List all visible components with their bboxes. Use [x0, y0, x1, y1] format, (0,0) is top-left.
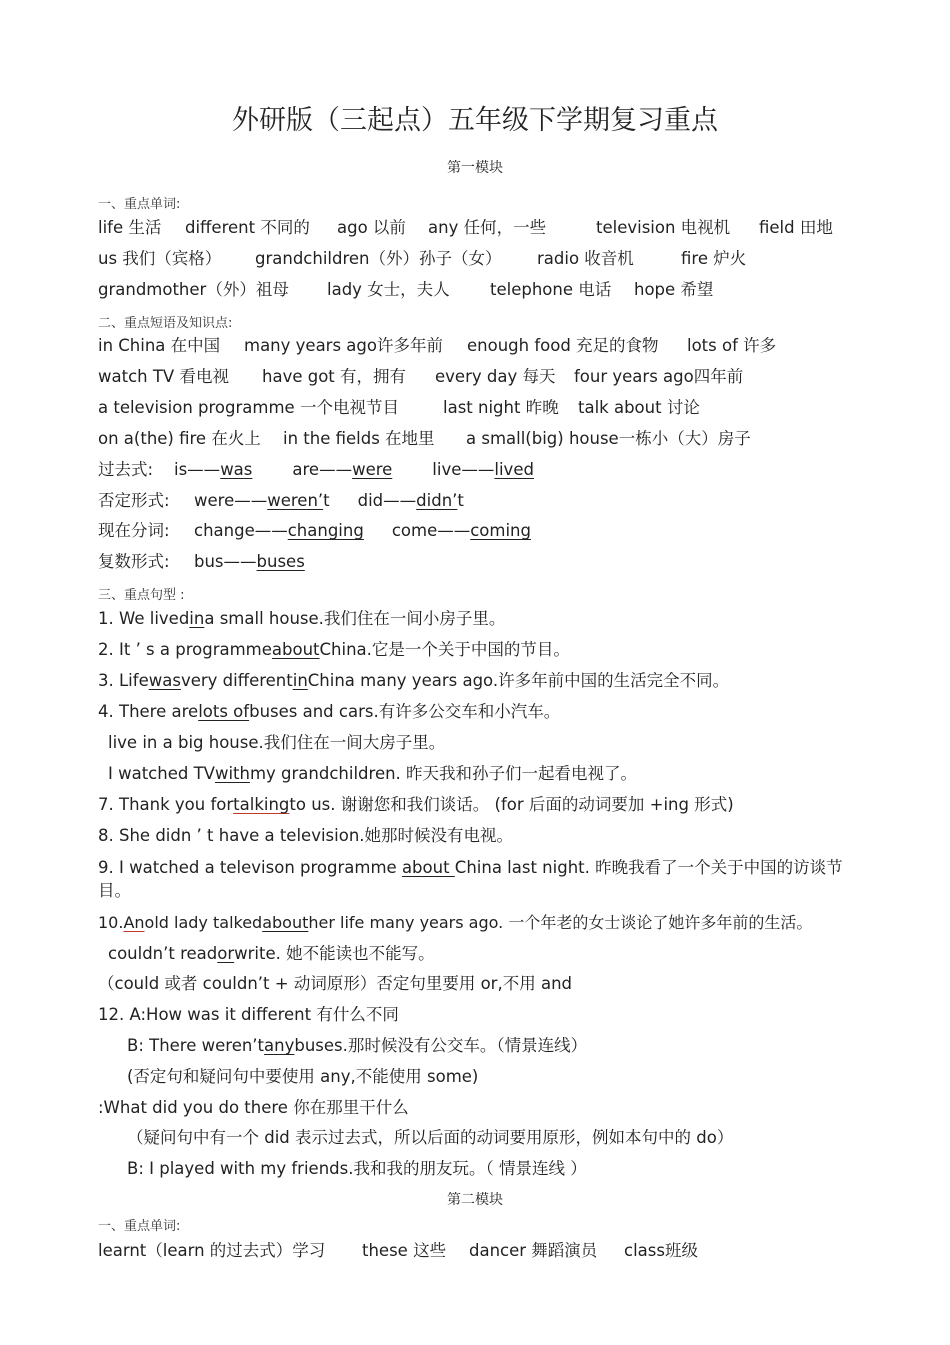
form-answer: didn’ [416, 491, 458, 510]
phrase-item: every day 每天 [435, 367, 556, 386]
negative-form-row [98, 490, 464, 512]
underlined-word: lots of [198, 702, 250, 721]
phrase-item: have got 有，拥有 [262, 367, 407, 386]
word-row-3 [98, 279, 713, 301]
phrase-row-4 [98, 428, 751, 450]
phrase-item: four years ago四年前 [574, 367, 744, 386]
negative-form-label: 否定形式: [98, 491, 170, 510]
underlined-word: talking [233, 795, 290, 814]
sentence-text: couldn’t read [108, 944, 218, 963]
phrase-item: talk about 讨论 [578, 398, 700, 417]
sentence-11 [108, 943, 435, 965]
word-item: fire 炉火 [681, 249, 747, 268]
sentence-text: China many years ago.许多年前中国的生活完全不同。 [307, 671, 730, 690]
sentence-1 [98, 608, 505, 630]
form-base: are—— [292, 460, 353, 479]
phrase-item: last night 昨晚 [443, 398, 559, 417]
present-participle-row [98, 520, 531, 542]
phrase-item: lots of 许多 [687, 336, 777, 355]
sentence-12-question: 12. A:How was it different 有什么不同 [98, 1005, 399, 1024]
phrase-item: on a(the) fire 在火上 [98, 429, 261, 448]
sentence-text: old lady talked [144, 913, 263, 932]
plural-form-row [98, 551, 305, 573]
underlined-word: about [271, 640, 320, 659]
sentence-text: buses and cars.有许多公交车和小汽车。 [249, 702, 561, 721]
sentence-13-answer: B: I played with my friends.我和我的朋友玩。（ 情景连线 ） [127, 1159, 587, 1178]
sentence-9 [98, 856, 848, 902]
sentence-12-answer [127, 1035, 587, 1057]
phrase-item: in the fields 在地里 [283, 429, 435, 448]
past-tense-label: 过去式: [98, 460, 154, 479]
form-answer: was [220, 460, 253, 479]
sentence-10 [98, 912, 812, 934]
sentence-6 [108, 763, 637, 785]
sentence-text: China.它是一个关于中国的节目。 [319, 640, 570, 659]
word-item: class班级 [624, 1241, 698, 1260]
phrase-item: a television programme 一个电视节目 [98, 398, 399, 417]
phrase-item: enough food 充足的食物 [467, 336, 659, 355]
sentence-13-question: :What did you do there 你在那里干什么 [98, 1098, 409, 1117]
word-item: telephone 电话 [490, 280, 612, 299]
underlined-word: with [214, 764, 250, 783]
word-item: grandchildren（外）孙子（女） [255, 249, 502, 268]
phrases-heading: 二、重点短语及知识点: [98, 316, 233, 331]
word-item: different 不同的 [185, 218, 310, 237]
form-base: were—— [194, 491, 268, 510]
word-row-2 [98, 248, 746, 270]
form-answer: changing [287, 521, 364, 540]
words-heading: 一、重点单词: [98, 197, 181, 212]
form-answer: coming [470, 521, 531, 540]
sentence-text: B: There weren’t [127, 1036, 265, 1055]
sentences-heading: 三、重点句型 : [98, 588, 185, 603]
sentence-text: 2. It ’ s a programme [98, 640, 272, 659]
form-answer: buses [256, 552, 305, 571]
underlined-word: about [262, 913, 309, 932]
word-item: these 这些 [362, 1241, 447, 1260]
word-item: hope 希望 [634, 280, 714, 299]
word-item: lady 女士，夫人 [327, 280, 450, 299]
sentence-text: to us. 谢谢您和我们谈话。 (for 后面的动词要加 +ing 形式) [289, 795, 734, 814]
word-item: television 电视机 [596, 218, 731, 237]
form-base: is—— [174, 460, 221, 479]
form-base: change—— [194, 521, 288, 540]
underlined-word: or [217, 944, 235, 963]
form-base: live—— [432, 460, 495, 479]
form-answer-tail: t [457, 491, 464, 510]
sentence-13-note: （疑问句中有一个 did 表示过去式，所以后面的动词要用原形，例如本句中的 do） [127, 1128, 734, 1147]
past-tense-row [98, 459, 534, 481]
sentence-text: 7. Thank you for [98, 795, 234, 814]
form-base: come—— [391, 521, 471, 540]
phrase-row-1 [98, 335, 776, 357]
sentence-text: her life many years ago. 一个年老的女士谈论了她许多年前的生活。 [308, 913, 813, 932]
sentence-text: my grandchildren. 昨天我和孙子们一起看电视了。 [249, 764, 638, 783]
form-answer: weren’ [267, 491, 324, 510]
phrase-row-3 [98, 397, 700, 419]
word-item: life 生活 [98, 218, 162, 237]
sentence-text: very different [180, 671, 293, 690]
form-answer-tail: t [323, 491, 330, 510]
sentence-text: 1. We lived [98, 609, 190, 628]
plural-form-label: 复数形式: [98, 552, 170, 571]
sentence-4 [98, 701, 560, 723]
document-title: 外研版（三起点）五年级下学期复习重点 [232, 105, 718, 136]
sentence-text: write. 她不能读也不能写。 [234, 944, 435, 963]
word-item: dancer 舞蹈演员 [469, 1241, 598, 1260]
underlined-word: in [189, 609, 205, 628]
sentence-text: 9. I watched a televison programme [98, 858, 402, 877]
form-answer: lived [494, 460, 534, 479]
sentence-text: 4. There are [98, 702, 199, 721]
word-item: learnt（learn 的过去式）学习 [98, 1241, 326, 1260]
phrase-row-2 [98, 366, 743, 388]
underlined-word: in [292, 671, 308, 690]
sentence-text: 3. Life [98, 671, 149, 690]
underlined-word: any [264, 1036, 295, 1055]
sentence-11-note: （could 或者 couldn’t + 动词原形）否定句里要用 or,不用 and [98, 974, 572, 993]
sentence-2 [98, 639, 570, 661]
word-item: ago 以前 [337, 218, 406, 237]
word-item: grandmother（外）祖母 [98, 280, 289, 299]
sentence-12-note: (否定句和疑问句中要使用 any,不能使用 some) [127, 1067, 479, 1086]
present-participle-label: 现在分词: [98, 521, 170, 540]
form-answer: were [352, 460, 393, 479]
sentence-text: China last night. 昨晚我看了一个关于中国的访谈节目。 [98, 858, 843, 900]
word-item: any 任何，一些 [428, 218, 547, 237]
form-base: did—— [357, 491, 417, 510]
underlined-word: about [401, 858, 455, 877]
sentence-text: buses.那时候没有公交车。（情景连线） [294, 1036, 588, 1055]
sentence-text: I watched TV [108, 764, 215, 783]
sentence-text: 10. [98, 913, 124, 932]
word-row-1 [98, 217, 833, 239]
word-item: radio 收音机 [537, 249, 634, 268]
form-base: bus—— [194, 552, 257, 571]
sentence-3 [98, 670, 729, 692]
underlined-word: An [123, 913, 145, 932]
phrase-item: in China 在中国 [98, 336, 221, 355]
module-2-word-row [98, 1240, 698, 1262]
sentence-8: 8. She didn ’ t have a television.她那时候没有电视。 [98, 826, 514, 845]
module-2-words-heading: 一、重点单词: [98, 1219, 181, 1234]
underlined-word: was [148, 671, 181, 690]
phrase-item: watch TV 看电视 [98, 367, 229, 386]
phrase-item: a small(big) house一栋小（大）房子 [466, 429, 751, 448]
sentence-5: live in a big house.我们住在一间大房子里。 [108, 733, 446, 752]
sentence-text: a small house.我们住在一间小房子里。 [204, 609, 506, 628]
word-item: us 我们（宾格） [98, 249, 222, 268]
phrase-item: many years ago许多年前 [244, 336, 443, 355]
word-item: field 田地 [759, 218, 833, 237]
module-1-heading: 第一模块 [447, 160, 503, 176]
sentence-7 [98, 794, 734, 816]
module-2-heading: 第二模块 [447, 1192, 503, 1208]
